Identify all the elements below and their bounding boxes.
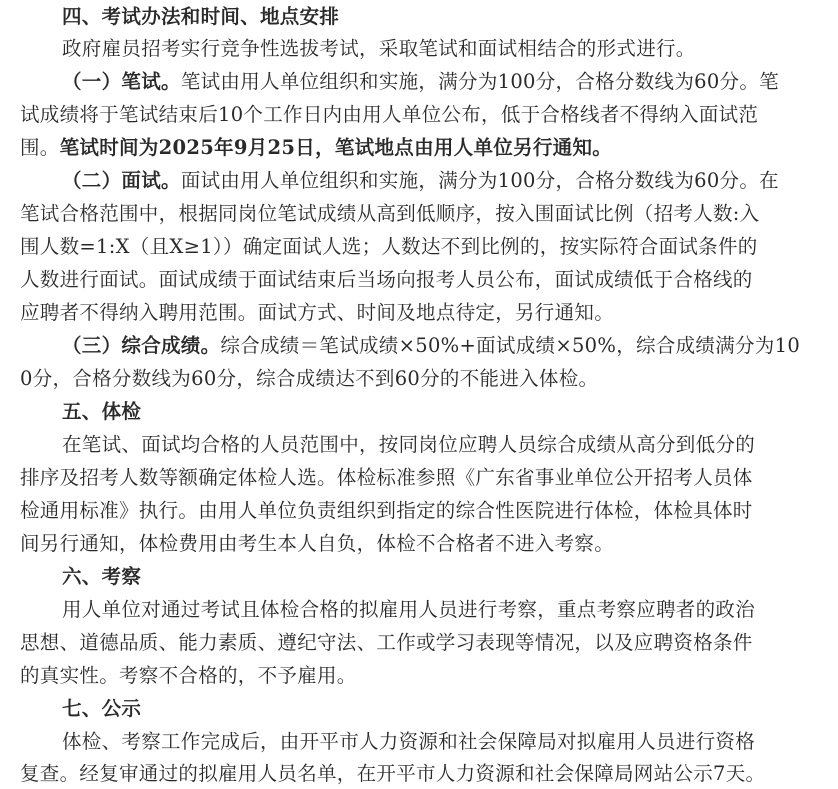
interview-line-3: 围人数=1:X（且X≥1））确定面试人选；人数达不到比例的，按实际符合面试条件的 bbox=[20, 235, 758, 258]
written-exam-line-2: 试成绩将于笔试结束后10个工作日内由用人单位公布，低于合格线者不得纳入面试范 bbox=[20, 103, 759, 126]
section-5-line-1: 在笔试、面试均合格的人员范围中，按同岗位应聘人员综合成绩从高分到低分的 bbox=[62, 433, 756, 456]
section-6-line-3: 的真实性。考察不合格的，不予雇用。 bbox=[20, 664, 357, 687]
written-exam-line-3 bbox=[20, 134, 820, 162]
section-5-line-4: 间另行通知，体检费用由考生本人自负，体检不合格者不进入考察。 bbox=[20, 532, 615, 555]
section-6-line-2: 思想、道德品质、能力素质、遵纪守法、工作或学习表现等情况，以及应聘资格条件 bbox=[20, 631, 753, 654]
section-5-line-3: 检通用标准》执行。由用人单位负责组织到指定的综合性医院进行体检，体检具体时 bbox=[20, 499, 753, 522]
section-6-line-1: 用人单位对通过考试且体检合格的拟雇用人员进行考察，重点考察应聘者的政治 bbox=[62, 598, 756, 621]
section-7-line-1: 体检、考察工作完成后，由开平市人力资源和社会保障局对拟雇用人员进行资格 bbox=[62, 730, 756, 753]
section-5-heading: 五、体检 bbox=[62, 400, 142, 423]
total-score-label: （三）综合成绩。 bbox=[62, 334, 221, 357]
interview-text: 面试由用人单位组织和实施，满分为100分，合格分数线为60分。在 bbox=[180, 169, 779, 192]
interview-label: （二）面试。 bbox=[62, 169, 181, 192]
total-score-line-2: 0分，合格分数线为60分，综合成绩达不到60分的不能进入体检。 bbox=[20, 367, 599, 390]
section-5-line-2: 排序及招考人数等额确定体检人选。体检标准参照《广东省事业单位公开招考人员体 bbox=[20, 466, 753, 489]
total-score-text: 综合成绩＝笔试成绩×50%+面试成绩×50%，综合成绩满分为10 bbox=[220, 334, 801, 357]
section-4-heading: 四、考试办法和时间、地点安排 bbox=[62, 5, 340, 28]
section-7-heading: 七、公示 bbox=[62, 697, 142, 720]
interview-line-1 bbox=[62, 167, 822, 195]
interview-line-4: 人数进行面试。面试成绩于面试结束后当场向报考人员公布，面试成绩低于合格线的 bbox=[20, 268, 753, 291]
section-6-heading: 六、考察 bbox=[62, 565, 142, 588]
interview-line-2: 笔试合格范围中，根据同岗位笔试成绩从高到低顺序，按入围面试比例（招考人数:入 bbox=[20, 202, 760, 225]
written-exam-schedule: 笔试时间为2025年9月25日，笔试地点由用人单位另行通知。 bbox=[59, 136, 613, 159]
written-exam-text: 围。 bbox=[20, 136, 60, 159]
section-7-line-2: 复查。经复审通过的拟雇用人员名单，在开平市人力资源和社会保障局网站公示7天。 bbox=[20, 762, 766, 785]
written-exam-text: 笔试由用人单位组织和实施，满分为100分，合格分数线为60分。笔 bbox=[180, 70, 779, 93]
written-exam-label: （一）笔试。 bbox=[62, 70, 181, 93]
section-4-intro: 政府雇员招考实行竞争性选拔考试，采取笔试和面试相结合的形式进行。 bbox=[62, 37, 696, 60]
total-score-line-1 bbox=[62, 332, 822, 360]
interview-line-5: 应聘者不得纳入聘用范围。面试方式、时间及地点待定，另行通知。 bbox=[20, 301, 615, 324]
written-exam-line-1 bbox=[62, 68, 822, 96]
